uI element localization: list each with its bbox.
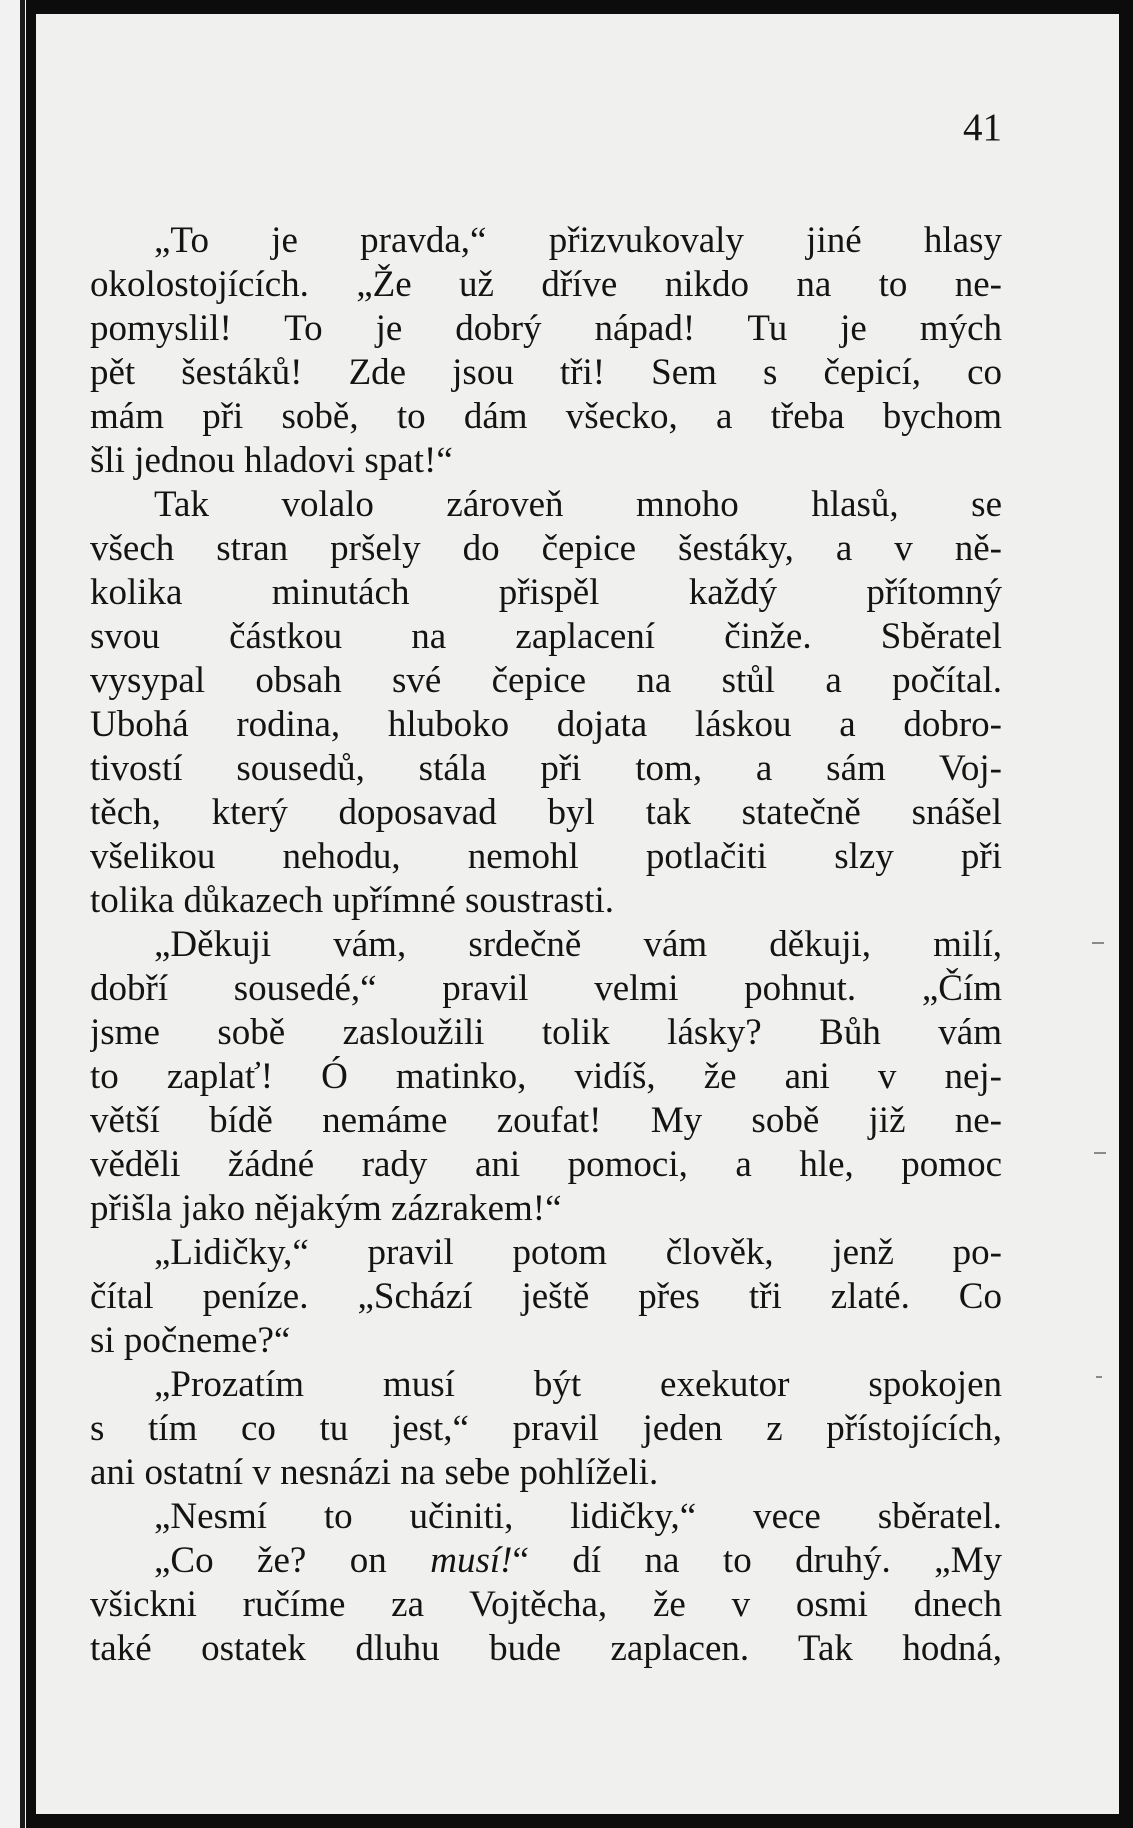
text-line: všickni ručíme za Vojtěcha, že v osmi dnech xyxy=(90,1584,1002,1625)
page-number: 41 xyxy=(963,106,1002,149)
body-text xyxy=(90,219,1002,1671)
text-line: s tím co tu jest,“ pravil jeden z přístojících, xyxy=(90,1408,1002,1449)
text-line: těch, který doposavad byl tak statečně snášel xyxy=(90,792,1002,833)
text-line: dobří sousedé,“ pravil velmi pohnut. „Čím xyxy=(90,968,1002,1009)
text-line: také ostatek dluhu bude zaplacen. Tak hodná, xyxy=(90,1628,1002,1669)
margin-mark xyxy=(1096,1376,1102,1378)
text-line: „To je pravda,“ přizvukovaly jiné hlasy xyxy=(154,220,1002,261)
text-line: větší bídě nemáme zoufat! My sobě již ne- xyxy=(90,1100,1002,1141)
margin-mark xyxy=(1092,942,1104,944)
text-line: všelikou nehodu, nemohl potlačiti slzy při xyxy=(90,836,1002,877)
text-line: svou částkou na zaplacení činže. Sběratel xyxy=(90,616,1002,657)
book-page xyxy=(36,14,1119,1814)
text-line: „Nesmí to učiniti, lidičky,“ vece sběratel. xyxy=(154,1496,1002,1537)
text-line: Tak volalo zároveň mnoho hlasů, se xyxy=(154,484,1002,525)
text-line: tolika důkazech upřímné soustrasti. xyxy=(90,880,615,921)
text-line: kolika minutách přispěl každý přítomný xyxy=(90,572,1002,613)
text-line: „Co že? on musí!“ dí na to druhý. „My xyxy=(154,1540,1002,1581)
margin-mark xyxy=(1094,1152,1106,1154)
text-line: věděli žádné rady ani pomoci, a hle, pomoc xyxy=(90,1144,1002,1185)
text-line: jsme sobě zasloužili tolik lásky? Bůh vám xyxy=(90,1012,1002,1053)
text-line: Ubohá rodina, hluboko dojata láskou a dobro- xyxy=(90,704,1002,745)
text-line: „Lidičky,“ pravil potom člověk, jenž po- xyxy=(154,1232,1002,1273)
text-line: to zaplať! Ó matinko, vidíš, že ani v nej- xyxy=(90,1056,1002,1097)
text-line: „Děkuji vám, srdečně vám děkuji, milí, xyxy=(154,924,1002,965)
text-line: si počneme?“ xyxy=(90,1320,291,1361)
text-line: mám při sobě, to dám všecko, a třeba bychom xyxy=(90,396,1002,437)
text-line: tivostí sousedů, stála při tom, a sám Voj- xyxy=(90,748,1002,789)
text-line: čítal peníze. „Schází ještě přes tři zlaté. Co xyxy=(90,1276,1002,1317)
text-line: šli jednou hladovi spat!“ xyxy=(90,440,453,481)
text-line: všech stran pršely do čepice šestáky, a v ně- xyxy=(90,528,1002,569)
text-line: pět šestáků! Zde jsou tři! Sem s čepicí, co xyxy=(90,352,1002,393)
text-line: okolostojících. „Že už dříve nikdo na to ne- xyxy=(90,264,1002,305)
text-line: přišla jako nějakým zázrakem!“ xyxy=(90,1188,562,1229)
text-line: ani ostatní v nesnázi na sebe pohlíželi. xyxy=(90,1452,659,1493)
text-line: „Prozatím musí být exekutor spokojen xyxy=(154,1364,1002,1405)
text-line: pomyslil! To je dobrý nápad! Tu je mých xyxy=(90,308,1002,349)
book-gutter-shadow xyxy=(20,0,25,1828)
text-line: vysypal obsah své čepice na stůl a počítal. xyxy=(90,660,1002,701)
